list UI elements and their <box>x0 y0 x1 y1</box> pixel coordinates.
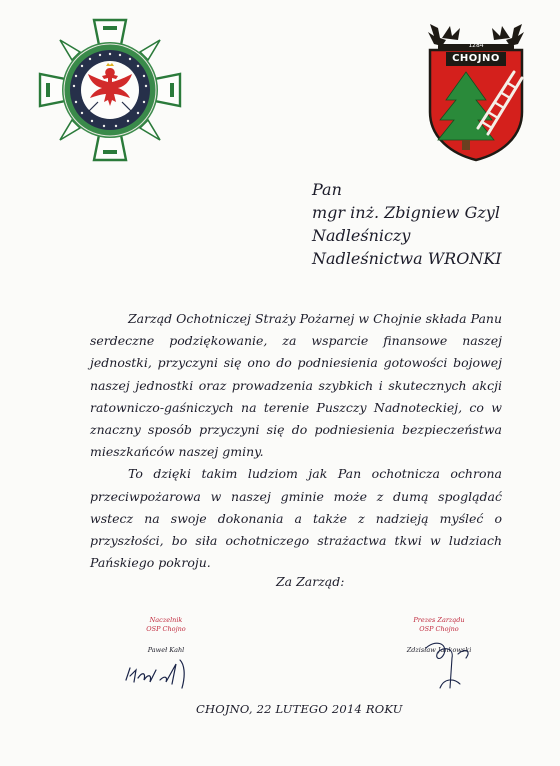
addressee-position: Nadleśniczy <box>312 226 411 245</box>
addressee-block <box>290 178 550 270</box>
handwritten-signature-left-icon <box>120 654 200 694</box>
addressee-salutation: Pan <box>312 180 342 199</box>
body-paragraph-1: Zarząd Ochotniczej Straży Pożarnej w Chojnie składa Panu serdeczne podziękowanie, za wsparcie finansowe naszej jednostki, przyczyni się ono do podniesienia gotowości bojowej naszej jednostki oraz prowadzenia szybkich i skutecznych akcji ratowniczo-gaśniczych na terenie Puszczy Nadnoteckiej, co w znaczny sposób przyczyni się do podniesienia bezpieczeństwa mieszkańców naszej gminy. <box>90 311 502 460</box>
fire-brigade-union-emblem-icon <box>36 16 184 164</box>
addressee-organization: Nadleśnictwa WRONKI <box>312 249 502 268</box>
signature-right-unit: OSP Chojno <box>419 625 459 633</box>
signature-left-unit: OSP Chojno <box>146 625 186 633</box>
handwritten-signature-right-icon <box>404 618 484 698</box>
signature-right-role: Prezes Zarządu <box>413 616 465 624</box>
addressee-name: mgr inż. Zbigniew Gzyl <box>312 203 500 222</box>
crest-year: 1284 <box>468 42 484 49</box>
body-paragraph-2: To dzięki takim ludziom jak Pan ochotnicza ochrona przeciwpożarowa w naszej gminie może z dumą spoglądać wstecz na swoje dokonania a także z nadzieją myśleć o przyszłości, bo siła ochotniczego strażactwa tkwi w ludziach Pańskiego pokroju. <box>90 466 502 571</box>
signature-block-left <box>116 616 216 655</box>
crest-town-name: CHOJNO <box>452 53 500 64</box>
closing-line: Za Zarząd: <box>276 574 345 589</box>
signature-left-name: Paweł Kahl <box>147 646 185 654</box>
chojno-crest-icon <box>420 16 532 162</box>
signature-left-role: Naczelnik <box>149 616 183 624</box>
letter-body <box>90 308 502 574</box>
signature-right-name: Zdzisław Jankowski <box>406 646 472 654</box>
place-and-date: CHOJNO, 22 LUTEGO 2014 ROKU <box>196 702 403 716</box>
chojno-crest <box>420 16 532 162</box>
